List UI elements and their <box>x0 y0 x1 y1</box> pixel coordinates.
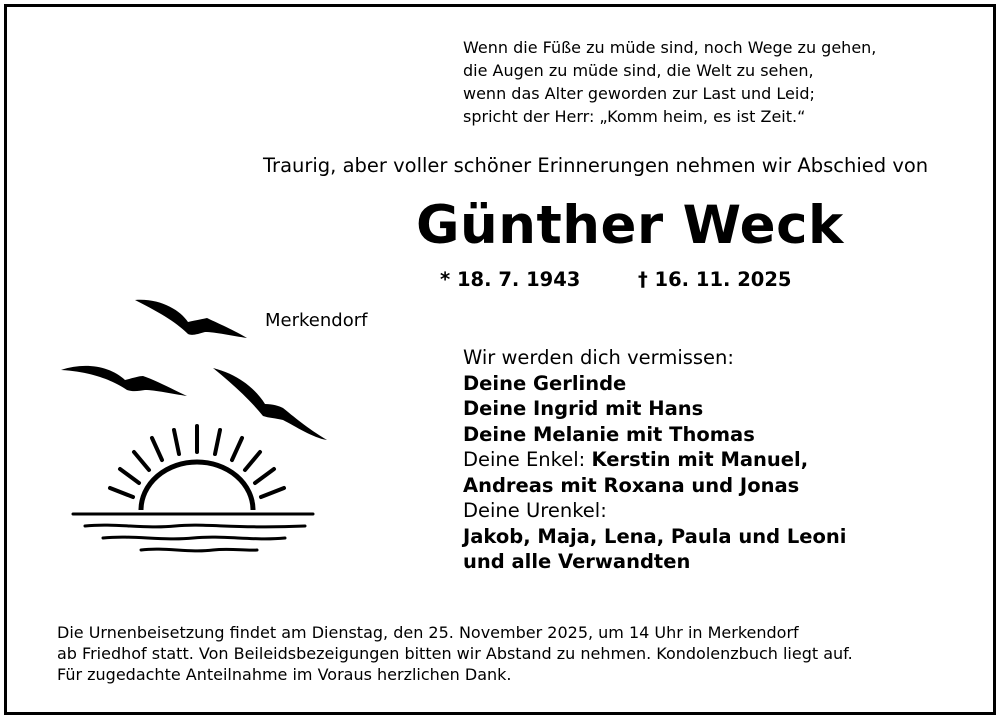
enkel-label: Deine Enkel: <box>463 448 586 471</box>
urenkel-label: Deine Urenkel: <box>463 499 607 522</box>
mourner-line: Deine Ingrid mit Hans <box>463 397 704 420</box>
mourners-list <box>463 345 846 575</box>
enkel-line <box>463 447 846 473</box>
poem-line: spricht der Herr: „Komm heim, es ist Zeit.“ <box>463 107 806 126</box>
bird-icon <box>135 300 247 338</box>
funeral-info-line: Für zugedachte Anteilnahme im Voraus herzlichen Dank. <box>57 665 512 684</box>
funeral-info <box>57 622 853 685</box>
poem-line: wenn das Alter geworden zur Last und Leid; <box>463 84 815 103</box>
birth-date: * 18. 7. 1943 <box>440 268 581 291</box>
poem <box>463 36 876 128</box>
enkel-names-continued: Andreas mit Roxana und Jonas <box>463 473 800 497</box>
bird-icon <box>213 368 327 440</box>
mourner-line: Deine Melanie mit Thomas <box>463 422 755 446</box>
mourners-heading: Wir werden dich vermissen: <box>463 346 734 369</box>
enkel-names: Kerstin mit Manuel, <box>591 448 809 471</box>
funeral-info-line: ab Friedhof statt. Von Beileidsbezeigungen bitten wir Abstand zu nehmen. Kondolenzbuch liegt auf. <box>57 644 853 663</box>
funeral-info-line: Die Urnenbeisetzung findet am Dienstag, den 25. November 2025, um 14 Uhr in Merkendorf <box>57 623 799 642</box>
mourner-line: Deine Gerlinde <box>463 371 627 395</box>
urenkel-names: Jakob, Maja, Lena, Paula und Leoni <box>463 524 847 548</box>
poem-line: Wenn die Füße zu müde sind, noch Wege zu gehen, <box>463 38 877 57</box>
sun-icon <box>141 462 253 510</box>
bird-icon <box>61 366 187 396</box>
relatives-line: und alle Verwandten <box>463 550 691 573</box>
place-of-residence: Merkendorf <box>265 310 368 331</box>
birds-over-sunset-icon <box>55 292 335 557</box>
water-waves <box>73 514 313 551</box>
poem-line: die Augen zu müde sind, die Welt zu sehen, <box>463 61 814 80</box>
intro-text: Traurig, aber voller schöner Erinnerungen nehmen wir Abschied von <box>263 154 929 177</box>
deceased-name: Günther Weck <box>416 195 844 256</box>
death-date: † 16. 11. 2025 <box>638 268 792 291</box>
